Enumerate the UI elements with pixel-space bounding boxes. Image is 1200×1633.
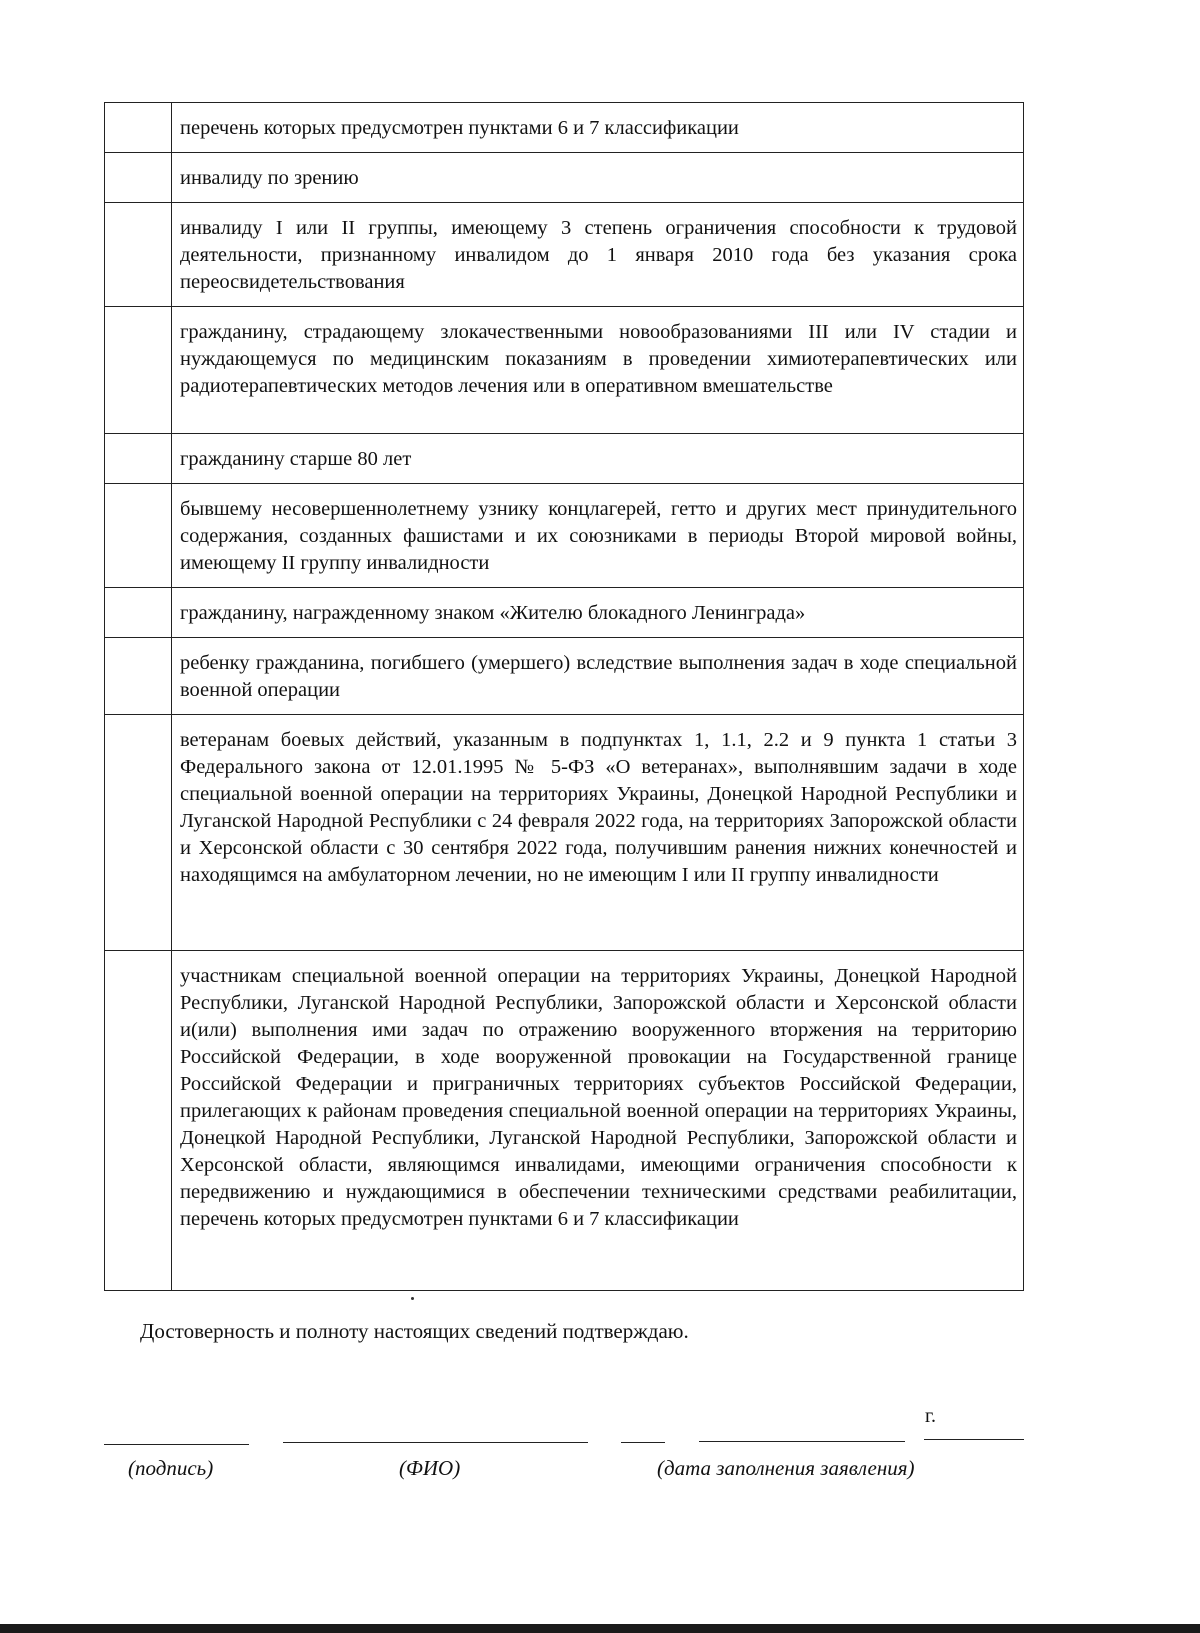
checkbox-cell[interactable] xyxy=(105,588,172,638)
table-row xyxy=(105,484,1024,588)
table-row xyxy=(105,307,1024,434)
criterion-text: гражданину, страдающему злокачественными новообразованиями III или IV стадии и нуждающемуся по медицинским показаниям в проведении химиотерапевтических или радиотерапевтических методов лечения или в оперативном вмешательстве xyxy=(172,307,1024,434)
checkbox-cell[interactable] xyxy=(105,307,172,434)
criterion-text: участникам специальной военной операции на территориях Украины, Донецкой Народной Республики, Луганской Народной Республики, Запорожской области и Херсонской области и(или) выполнения ими задач по отражению вооруженного вторжения на территорию Российской Федерации, в ходе вооруженной провокации на Государственной границе Российской Федерации и приграничных территориях субъектов Российской Федерации, прилегающих к районам проведения специальной военной операции на территориях Украины, Донецкой Народной Республики, Луганской Народной Республики, Запорожской области и Херсонской области, являющимся инвалидами, имеющими ограничения способности к передвижению и нуждающимися в обеспечении техническими средствами реабилитации, перечень которых предусмотрен пунктами 6 и 7 классификации xyxy=(172,951,1024,1291)
table-row xyxy=(105,638,1024,715)
signature-line[interactable] xyxy=(104,1444,249,1445)
scan-edge xyxy=(0,1624,1200,1633)
criterion-text: ребенку гражданина, погибшего (умершего) вследствие выполнения задач в ходе специальной военной операции xyxy=(172,638,1024,715)
table-row xyxy=(105,103,1024,153)
table-row xyxy=(105,588,1024,638)
date-day-line[interactable] xyxy=(621,1442,665,1443)
criterion-text: гражданину старше 80 лет xyxy=(172,434,1024,484)
date-caption: (дата заполнения заявления) xyxy=(657,1456,915,1480)
date-month-line[interactable] xyxy=(699,1441,905,1442)
date-year-line[interactable] xyxy=(924,1439,1024,1440)
table-row xyxy=(105,951,1024,1291)
criterion-text: бывшему несовершеннолетнему узнику концлагерей, гетто и других мест принудительного содержания, созданных фашистами и их союзниками в периоды Второй мировой войны, имеющему II группу инвалидности xyxy=(172,484,1024,588)
signature-caption: (подпись) xyxy=(128,1456,214,1480)
checkbox-cell[interactable] xyxy=(105,434,172,484)
table-row xyxy=(105,715,1024,951)
checkbox-cell[interactable] xyxy=(105,484,172,588)
checkbox-cell[interactable] xyxy=(105,638,172,715)
criterion-text: перечень которых предусмотрен пунктами 6 и 7 классификации xyxy=(172,103,1024,153)
table-row xyxy=(105,203,1024,307)
criterion-text: гражданину, награжденному знаком «Жителю блокадного Ленинграда» xyxy=(172,588,1024,638)
checkbox-cell[interactable] xyxy=(105,203,172,307)
criterion-text: инвалиду I или II группы, имеющему 3 степень ограничения способности к трудовой деятельности, признанному инвалидом до 1 января 2010 года без указания срока переосвидетельствования xyxy=(172,203,1024,307)
name-line[interactable] xyxy=(283,1442,588,1443)
checkbox-cell[interactable] xyxy=(105,153,172,203)
criterion-text: инвалиду по зрению xyxy=(172,153,1024,203)
criterion-text: ветеранам боевых действий, указанным в подпунктах 1, 1.1, 2.2 и 9 пункта 1 статьи 3 Федерального закона от 12.01.1995 № 5-ФЗ «О ветеранах», выполнявшим задачи в ходе специальной военной операции на территориях Украины, Донецкой Народной Республики и Луганской Народной Республики с 24 февраля 2022 года, на территориях Запорожской области и Херсонской области с 30 сентября 2022 года, получившим ранения нижних конечностей и находящимся на амбулаторном лечении, но не имеющим I или II группу инвалидности xyxy=(172,715,1024,951)
year-suffix: г. xyxy=(925,1405,936,1427)
scan-speck xyxy=(411,1297,414,1300)
name-caption: (ФИО) xyxy=(399,1456,461,1480)
confirmation-statement: Достоверность и полноту настоящих сведений подтверждаю. xyxy=(140,1319,689,1343)
checkbox-cell[interactable] xyxy=(105,715,172,951)
checkbox-cell[interactable] xyxy=(105,951,172,1291)
checkbox-cell[interactable] xyxy=(105,103,172,153)
table-row xyxy=(105,153,1024,203)
table-row xyxy=(105,434,1024,484)
criteria-table xyxy=(104,102,1024,1291)
